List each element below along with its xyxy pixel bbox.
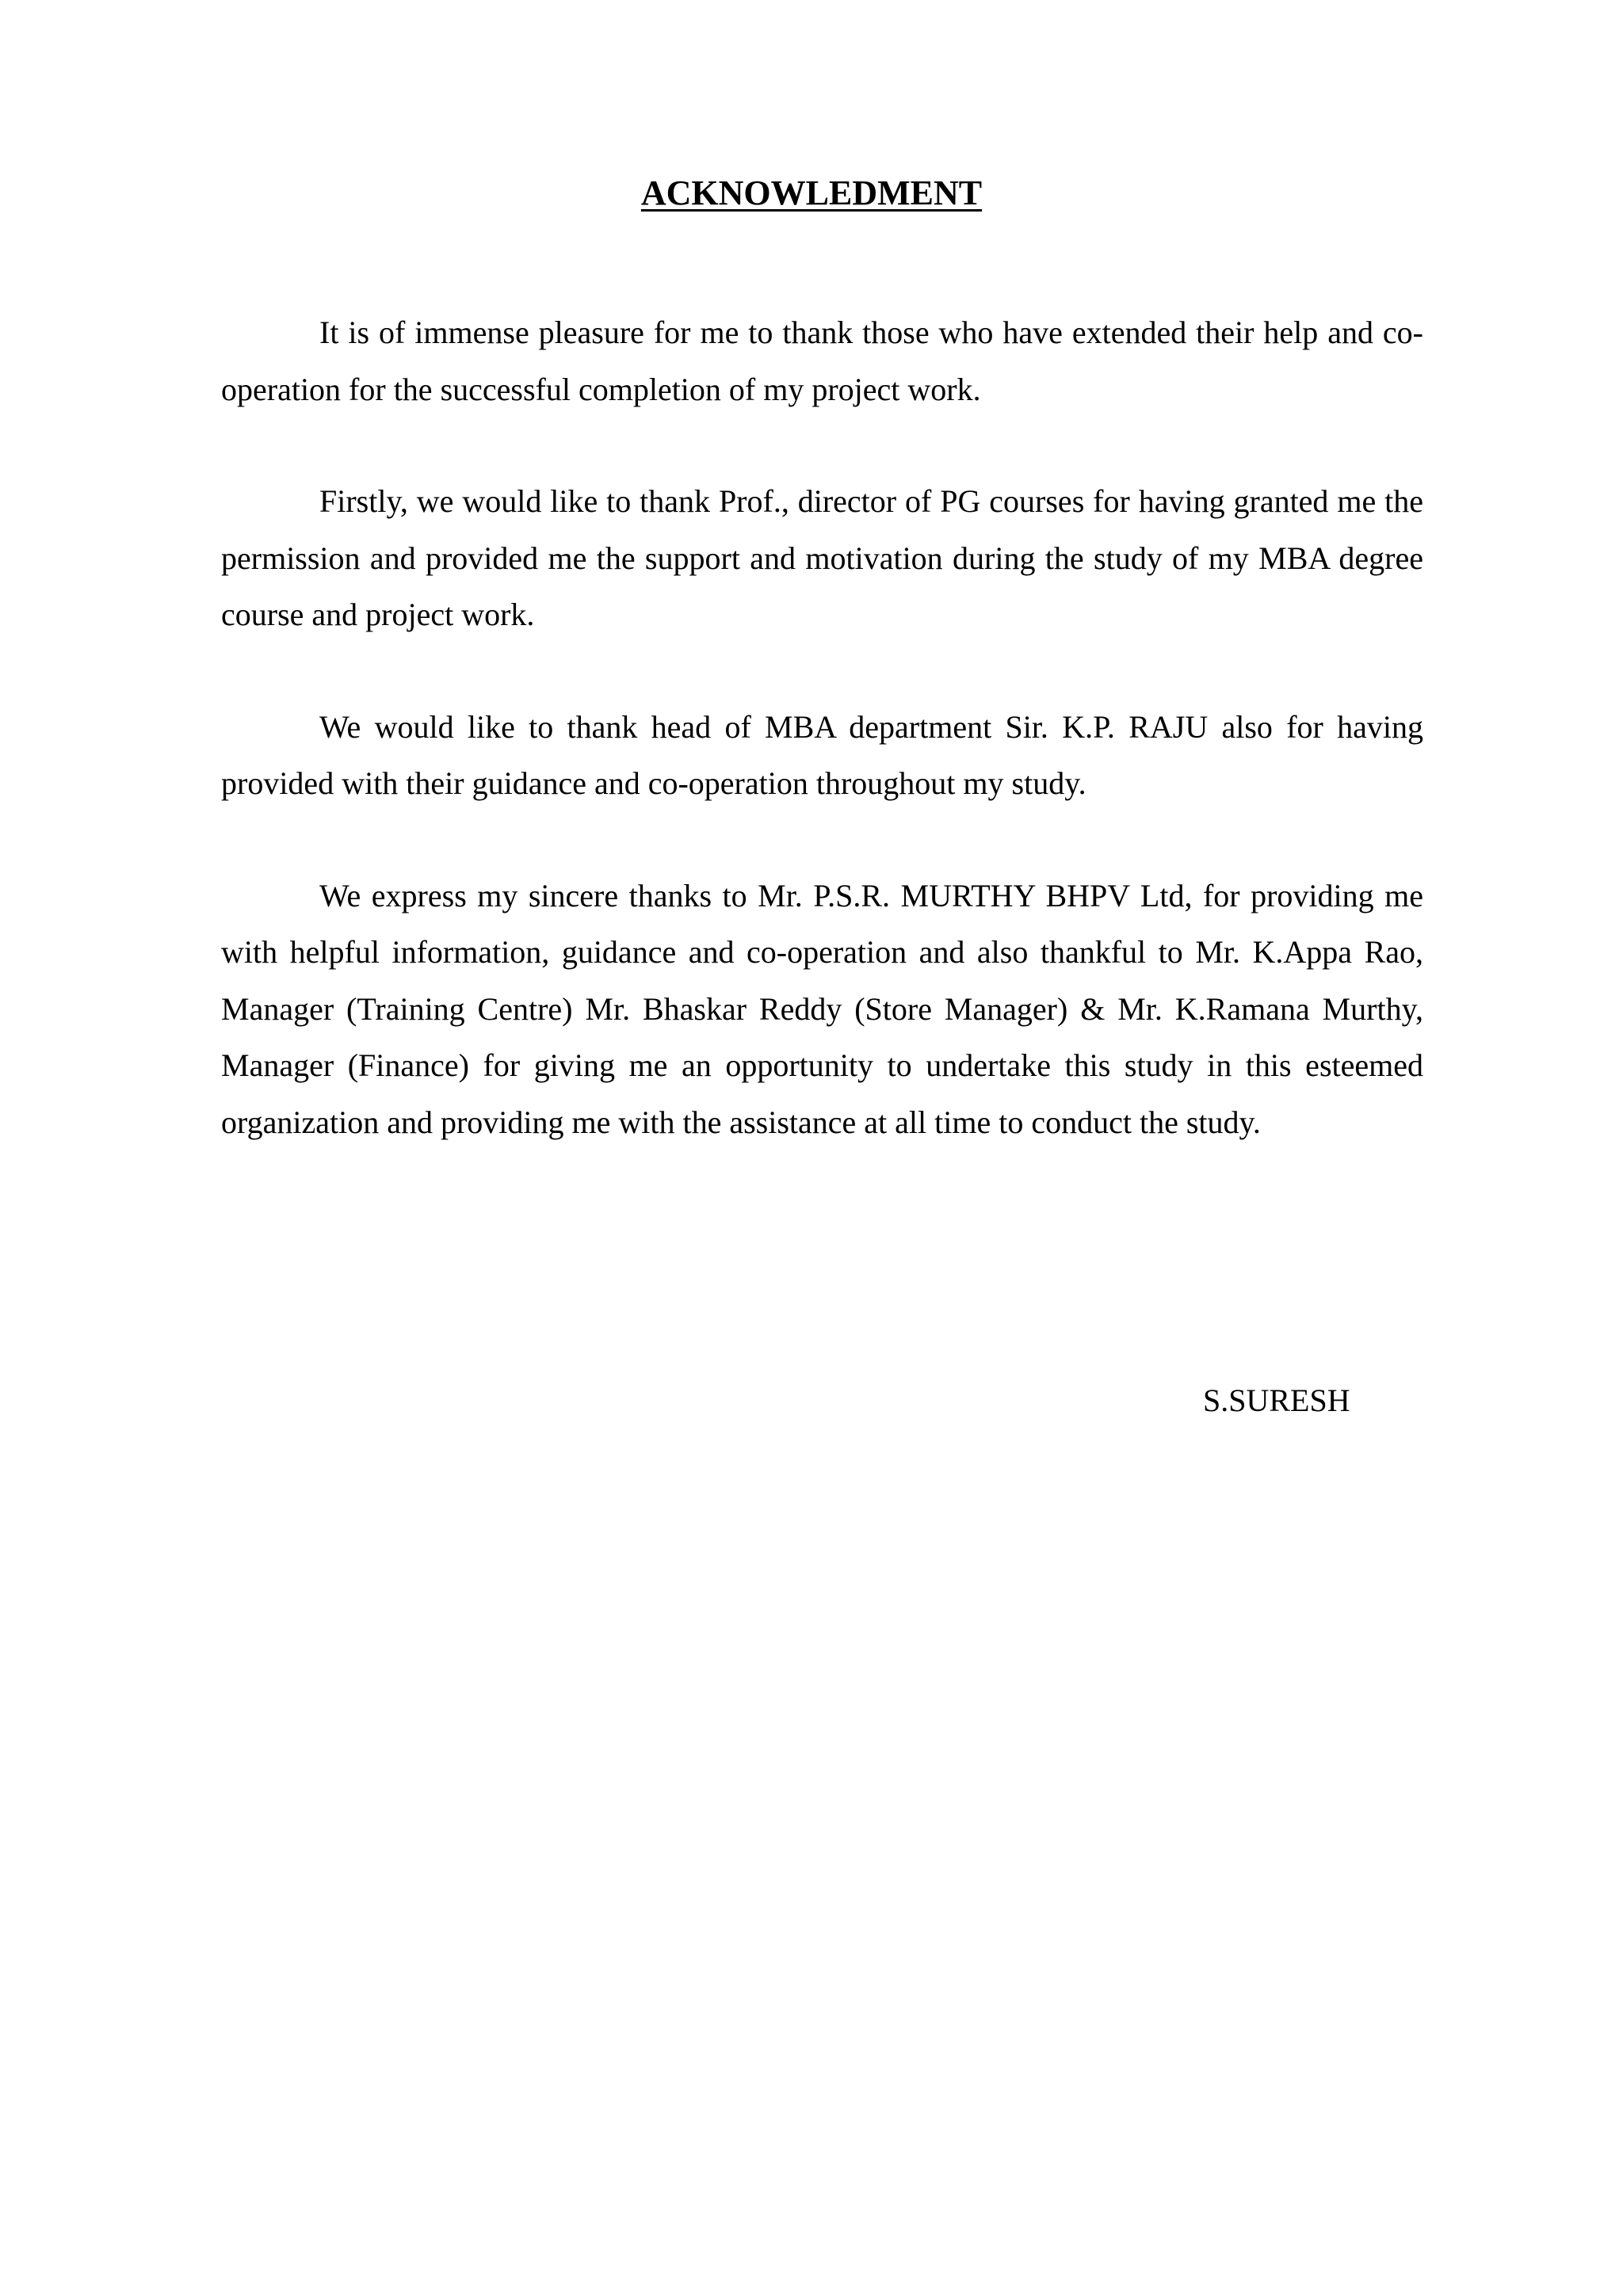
paragraph-3: We would like to thank head of MBA department Sir. K.P. RAJU also for having provided with their guidance and co-operation throughout my study. bbox=[221, 708, 1423, 801]
acknowledgment-body bbox=[221, 304, 1423, 1206]
signature-name: S.SURESH bbox=[1203, 1383, 1350, 1418]
paragraph-2: Firstly, we would like to thank Prof., director of PG courses for having granted me the permission and provided me the support and motivation during the study of my MBA degree course and project work. bbox=[221, 483, 1423, 632]
paragraph-4: We express my sincere thanks to Mr. P.S.R. MURTHY BHPV Ltd, for providing me with helpful information, guidance and co-operation and also thankful to Mr. K.Appa Rao, Manager (Training Centre) Mr. Bhaskar Reddy (Store Manager) & Mr. K.Ramana Murthy, Manager (Finance) for giving me an opportunity to undertake this study in this esteemed organization and providing me with the assistance at all time to conduct the study. bbox=[221, 877, 1423, 1140]
page-title: ACKNOWLEDMENT bbox=[640, 174, 983, 212]
paragraph-1: It is of immense pleasure for me to thank those who have extended their help and co-operation for the successful completion of my project work. bbox=[221, 315, 1423, 407]
